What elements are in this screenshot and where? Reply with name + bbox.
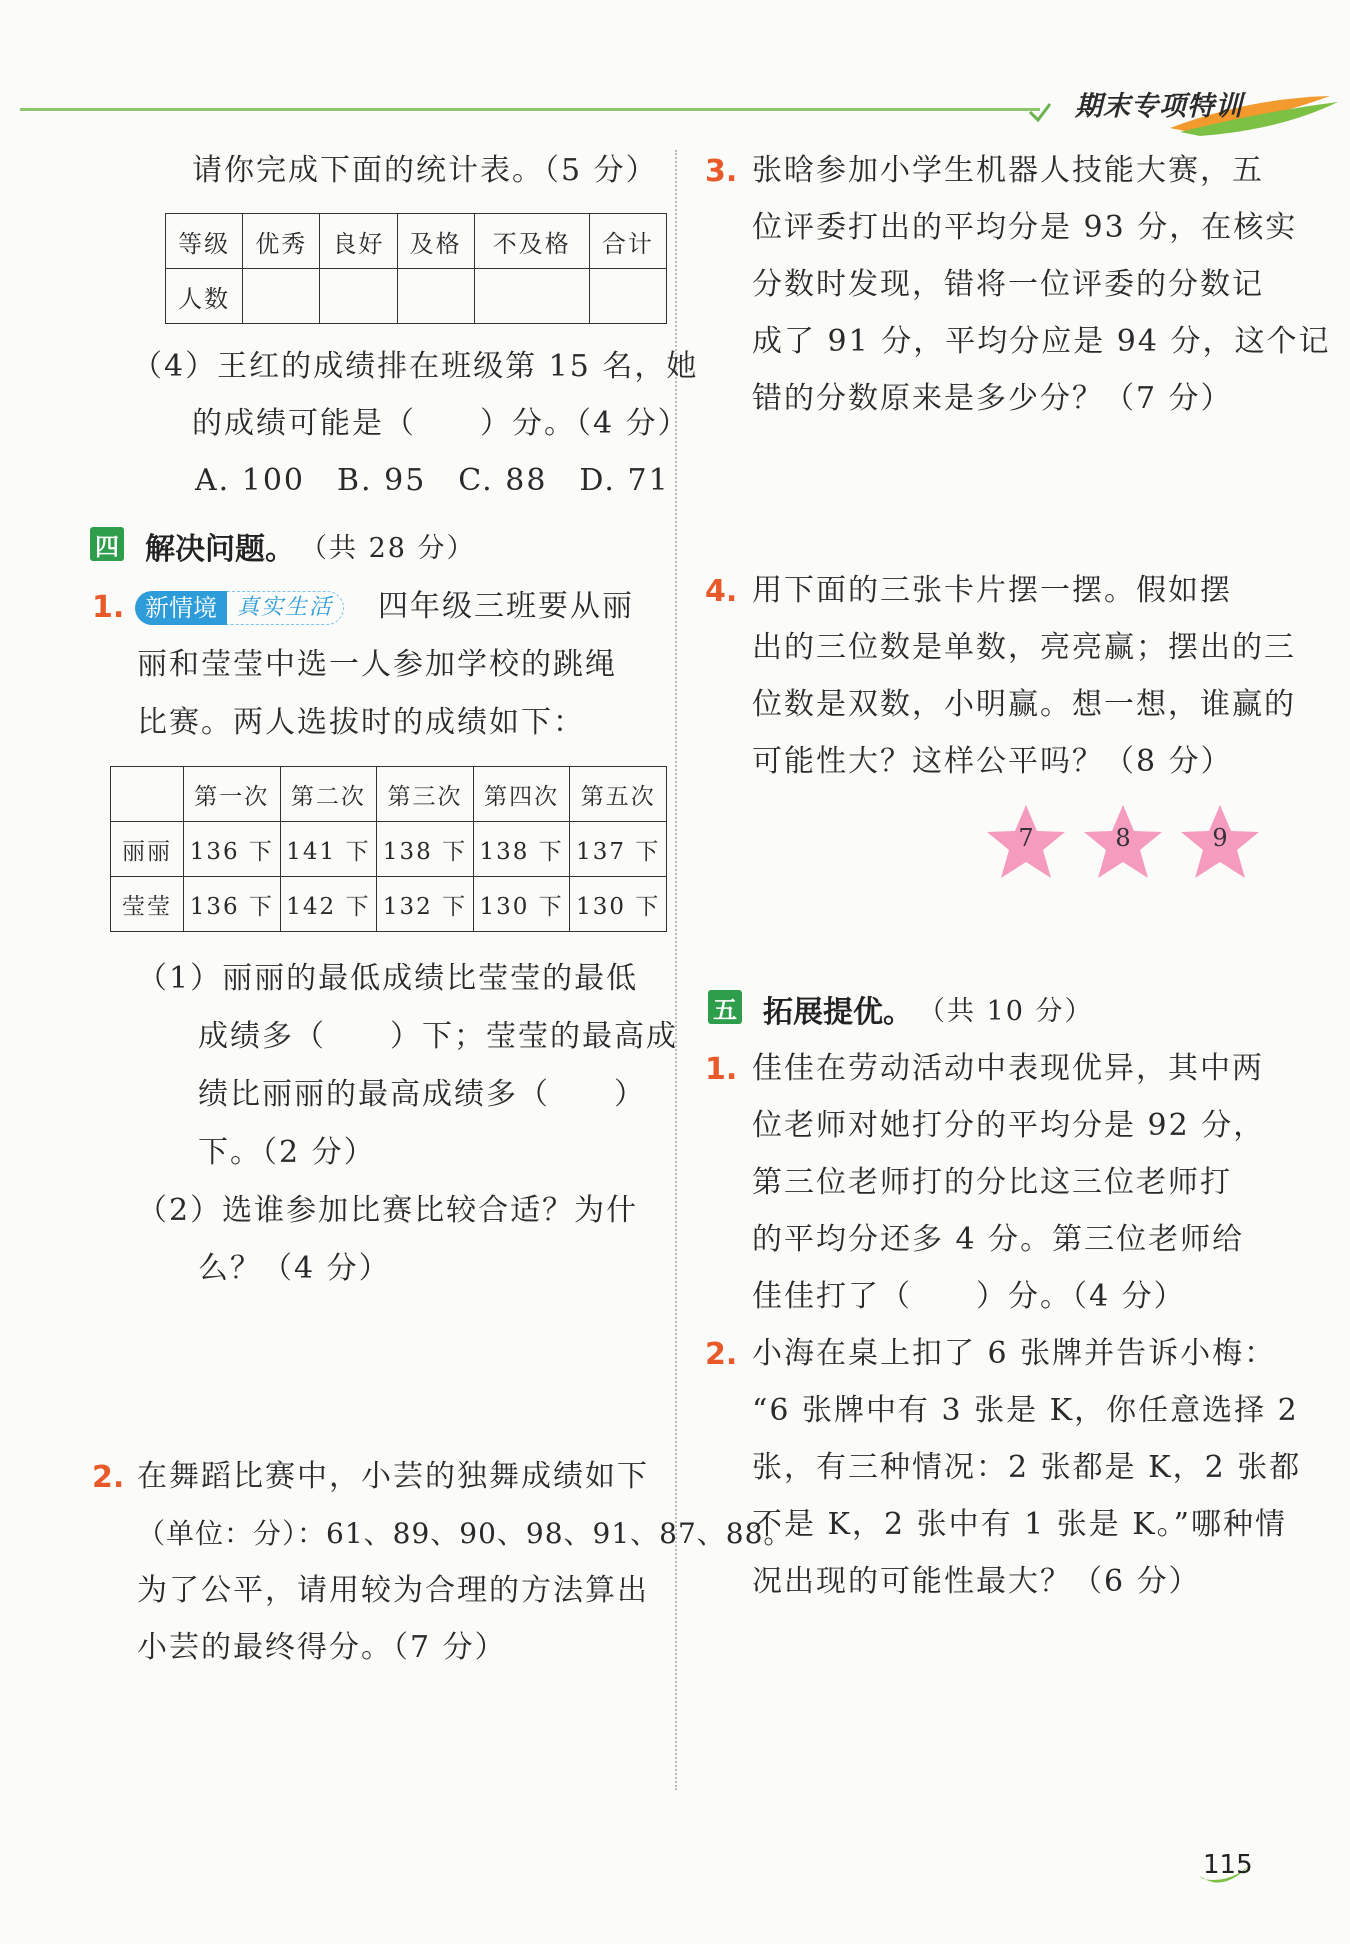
q3-text-line: 位评委打出的平均分是 93 分，在核实 xyxy=(752,210,1298,245)
q4-options: A. 100 B. 95 C. 88 D. 71 xyxy=(195,463,670,498)
q3-text-line: 错的分数原来是多少分？（7 分） xyxy=(752,381,1233,416)
sub1-text-line: 下。（2 分） xyxy=(198,1135,376,1170)
q1-text-line: 丽和莹莹中选一人参加学校的跳绳 xyxy=(137,647,617,682)
star-card-7 xyxy=(983,802,1069,882)
attempt-header: 第四次 xyxy=(473,767,570,822)
q1-text-line: 四年级三班要从丽 xyxy=(378,589,634,624)
attempt-header: 第一次 xyxy=(184,767,281,822)
count-row-label: 人数 xyxy=(166,269,243,324)
tag-sub-label: 真实生活 xyxy=(227,591,344,625)
attempt-header: 第五次 xyxy=(570,767,667,822)
question-number: 3. xyxy=(705,154,738,189)
table-row xyxy=(111,877,667,932)
question-number: 1. xyxy=(92,590,125,625)
blank-cell[interactable] xyxy=(243,269,320,324)
section-score: （共 28 分） xyxy=(300,533,476,564)
score-cell: 141 下 xyxy=(280,822,377,877)
sub2-text-line: （2）选谁参加比赛比较合适？为什 xyxy=(137,1193,639,1228)
score-cell: 132 下 xyxy=(377,877,474,932)
q4r-text-line: 出的三位数是单数，亮亮赢；摆出的三 xyxy=(752,630,1296,665)
grade-header-cell: 优秀 xyxy=(243,214,320,269)
s5q2-text-line: 小海在桌上扣了 6 张牌并告诉小梅： xyxy=(752,1336,1277,1371)
grade-stat-table xyxy=(165,213,667,324)
grade-header-cell: 及格 xyxy=(397,214,474,269)
tag-label: 新情境 xyxy=(135,591,227,625)
s5q1-text-line: 第三位老师打的分比这三位老师打 xyxy=(752,1165,1232,1200)
s5q2-text-line: 况出现的可能性最大？（6 分） xyxy=(752,1564,1201,1599)
attempt-header: 第三次 xyxy=(377,767,474,822)
card-number: 7 xyxy=(1018,824,1034,852)
section-badge: 四 xyxy=(90,527,124,561)
q3-text-line: 成了 91 分，平均分应是 94 分，这个记 xyxy=(752,324,1331,359)
name-cell: 丽丽 xyxy=(111,822,184,877)
grade-header-cell: 良好 xyxy=(320,214,397,269)
s5q2-text-line: 张，有三种情况：2 张都是 K，2 张都 xyxy=(752,1450,1302,1485)
q2-text-line: （单位：分）：61、89、90、98、91、87、88。 xyxy=(137,1517,793,1550)
s5q1-text-line: 佳佳打了（ ）分。（4 分） xyxy=(752,1279,1186,1314)
grade-header-cell: 等级 xyxy=(166,214,243,269)
score-cell: 138 下 xyxy=(473,822,570,877)
name-cell: 莹莹 xyxy=(111,877,184,932)
blank-cell[interactable] xyxy=(397,269,474,324)
page-number: 115 xyxy=(1203,1850,1253,1880)
score-cell: 130 下 xyxy=(473,877,570,932)
grade-header-cell: 不及格 xyxy=(474,214,589,269)
question-number: 2. xyxy=(705,1337,738,1372)
s5q2-text-line: 不是 K，2 张中有 1 张是 K。”哪种情 xyxy=(752,1507,1288,1542)
q2-text-line: 小芸的最终得分。（7 分） xyxy=(137,1630,507,1665)
header-title: 期末专项特训 xyxy=(1075,91,1243,122)
score-cell: 137 下 xyxy=(570,822,667,877)
q4-text-line: （4）王红的成绩排在班级第 15 名，她 xyxy=(132,349,699,384)
table-instruction: 请你完成下面的统计表。（5 分） xyxy=(192,153,658,188)
sub1-text-line: 成绩多（ ）下；莹莹的最高成 xyxy=(198,1019,678,1054)
q4-text-line: 的成绩可能是（ ）分。（4 分） xyxy=(192,406,690,441)
new-context-tag xyxy=(135,590,344,626)
score-cell: 136 下 xyxy=(184,877,281,932)
section-badge: 五 xyxy=(708,990,742,1024)
q4r-text-line: 用下面的三张卡片摆一摆。假如摆 xyxy=(752,573,1232,608)
question-number: 4. xyxy=(705,574,738,609)
sub2-text-line: 么？（4 分） xyxy=(198,1251,391,1286)
question-number: 1. xyxy=(705,1052,738,1087)
score-cell: 130 下 xyxy=(570,877,667,932)
section-title: 解决问题。 xyxy=(145,532,295,567)
card-number: 9 xyxy=(1212,824,1228,852)
q2-text-line: 为了公平，请用较为合理的方法算出 xyxy=(137,1573,649,1608)
s5q1-text-line: 的平均分还多 4 分。第三位老师给 xyxy=(752,1222,1245,1257)
score-cell: 136 下 xyxy=(184,822,281,877)
section-title: 拓展提优。 xyxy=(763,995,913,1030)
blank-cell[interactable] xyxy=(320,269,397,324)
header-rule xyxy=(20,108,1040,111)
q1-text-line: 比赛。两人选拔时的成绩如下： xyxy=(137,705,585,740)
q4r-text-line: 位数是双数，小明赢。想一想，谁赢的 xyxy=(752,687,1296,722)
q4r-text-line: 可能性大？这样公平吗？（8 分） xyxy=(752,744,1233,779)
attempt-header: 第二次 xyxy=(280,767,377,822)
card-number: 8 xyxy=(1115,824,1131,852)
star-card-8 xyxy=(1080,802,1166,882)
q2-text-line: 在舞蹈比赛中，小芸的独舞成绩如下 xyxy=(137,1459,649,1494)
jump-rope-score-table xyxy=(110,766,667,932)
corner-cell xyxy=(111,767,184,822)
q3-text-line: 张晗参加小学生机器人技能大赛，五 xyxy=(752,153,1264,188)
grade-header-cell: 合计 xyxy=(589,214,666,269)
sub1-text-line: 绩比丽丽的最高成绩多（ ） xyxy=(198,1077,646,1112)
sub1-text-line: （1）丽丽的最低成绩比莹莹的最低 xyxy=(137,961,639,996)
q3-text-line: 分数时发现，错将一位评委的分数记 xyxy=(752,267,1264,302)
s5q1-text-line: 位老师对她打分的平均分是 92 分， xyxy=(752,1108,1266,1143)
s5q2-text-line: “6 张牌中有 3 张是 K，你任意选择 2 xyxy=(752,1393,1299,1428)
section-score: （共 10 分） xyxy=(918,996,1094,1027)
question-number: 2. xyxy=(92,1460,125,1495)
blank-cell[interactable] xyxy=(589,269,666,324)
star-card-9 xyxy=(1177,802,1263,882)
table-row xyxy=(111,822,667,877)
blank-cell[interactable] xyxy=(474,269,589,324)
s5q1-text-line: 佳佳在劳动活动中表现优异，其中两 xyxy=(752,1051,1264,1086)
score-cell: 142 下 xyxy=(280,877,377,932)
score-cell: 138 下 xyxy=(377,822,474,877)
